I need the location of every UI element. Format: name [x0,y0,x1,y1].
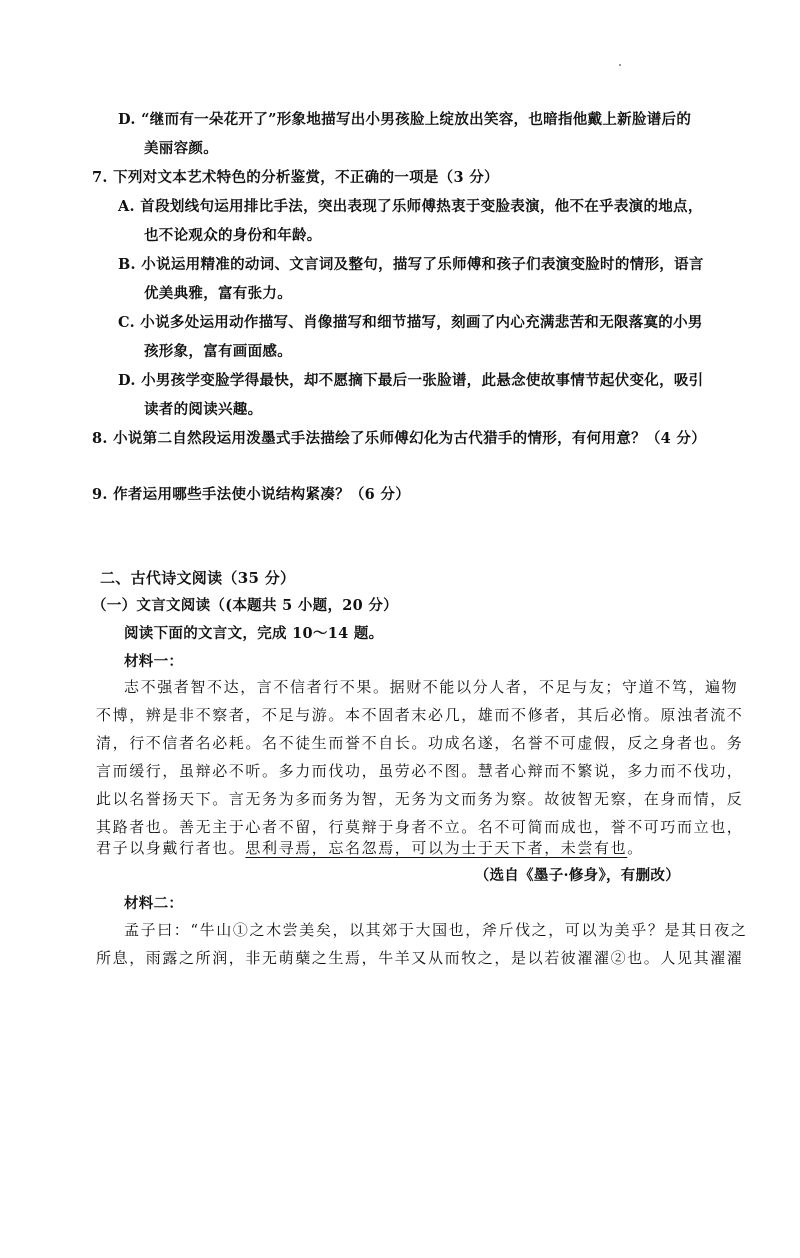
option-text: 小说多处运用动作描写、肖像描写和细节描写，刻画了内心充满悲苦和无限落寞的小男 [140,314,703,331]
material1-line: 言而缓行，虽辩必不听。多力而伐功，虽劳必不图。慧者心辩而不繁说，多力而不伐功， [96,762,744,780]
q7-option-c-line2: 孩形象，富有画面感。 [144,343,292,360]
underlined-sentence: 思利寻焉，忘名忽焉，可以为士于天下者，未尝有也 [245,839,628,857]
material1-source: （选自《墨子·修身》，有删改） [474,867,680,884]
option-label: C. [118,314,135,331]
q7-option-c-line1 [118,313,703,333]
q7-option-d-line1 [118,371,703,391]
option-label: D. [118,372,136,389]
q6-option-d-line1 [118,110,691,130]
plain-text: 君子以身戴行者也。 [96,839,246,857]
option-text: 小说运用精准的动词、文言词及整句，描写了乐师傅和孩子们表演变脸时的情形，语言 [141,256,704,273]
option-label: A. [118,198,135,215]
material1-line: 其路者也。善无主于心者不留，行莫辩于身者不立。名不可简而成也，誉不可巧而立也， [96,818,744,836]
option-text: 小男孩学变脸学得最快，却不愿摘下最后一张脸谱，此悬念使故事情节起伏变化，吸引 [141,372,704,389]
q7-stem: 7. 下列对文本艺术特色的分析鉴赏，不正确的一项是（3 分） [92,169,499,186]
q7-option-b-line1 [118,255,704,275]
q7-option-d-line2: 读者的阅读兴趣。 [144,401,263,418]
material1-line: 清，行不信者名必耗。名不徒生而誉不自长。功成名遂，名誉不可虚假，反之身者也。务 [96,734,744,752]
q7-option-a-line2: 也不论观众的身份和年龄。 [144,227,322,244]
q7-option-a-line1 [118,197,703,217]
section2-subtitle: （一）文言文阅读（(本题共 5 小题，20 分） [92,597,398,614]
material1-line: 志不强者智不达，言不信者行不果。据财不能以分人者，不足与友；守道不笃，遍物 [124,678,739,696]
material2-line: 孟子曰：“牛山①之木尝美矣，以其郊于大国也，斧斤伐之，可以为美乎？是其日夜之 [124,921,748,939]
q6-option-d-line2: 美丽容颜。 [144,140,218,157]
period: 。 [627,839,644,857]
material1-last-line [96,838,644,858]
option-label: D. [118,111,136,128]
section2-instruction: 阅读下面的文言文，完成 10～14 题。 [124,625,384,642]
section2-title: 二、古代诗文阅读（35 分） [100,569,296,587]
material2-line: 所息，雨露之所润，非无萌蘖之生焉，牛羊又从而牧之，是以若彼濯濯②也。人见其濯濯 [96,949,744,967]
scan-speck [619,64,621,66]
q9-stem: 9. 作者运用哪些手法使小说结构紧凑？（6 分） [92,486,411,503]
material1-line: 此以名誉扬天下。言无务为多而务为智，无务为文而务为察。故彼智无察，在身而情，反 [96,790,744,808]
material1-label: 材料一： [124,653,184,670]
material2-label: 材料二： [124,895,184,912]
q8-stem: 8. 小说第二自然段运用泼墨式手法描绘了乐师傅幻化为古代猎手的情形，有何用意？（4 分） [92,430,707,447]
q7-option-b-line2: 优美典雅，富有张力。 [144,285,292,302]
option-text: 首段划线句运用排比手法，突出表现了乐师傅热衷于变脸表演，他不在乎表演的地点， [140,198,703,215]
option-label: B. [118,256,136,273]
material1-line: 不博，辨是非不察者，不足与游。本不固者末必几，雄而不修者，其后必惰。原浊者流不 [96,706,744,724]
option-text: “继而有一朵花开了”形象地描写出小男孩脸上绽放出笑容，也暗指他戴上新脸谱后的 [141,111,692,128]
